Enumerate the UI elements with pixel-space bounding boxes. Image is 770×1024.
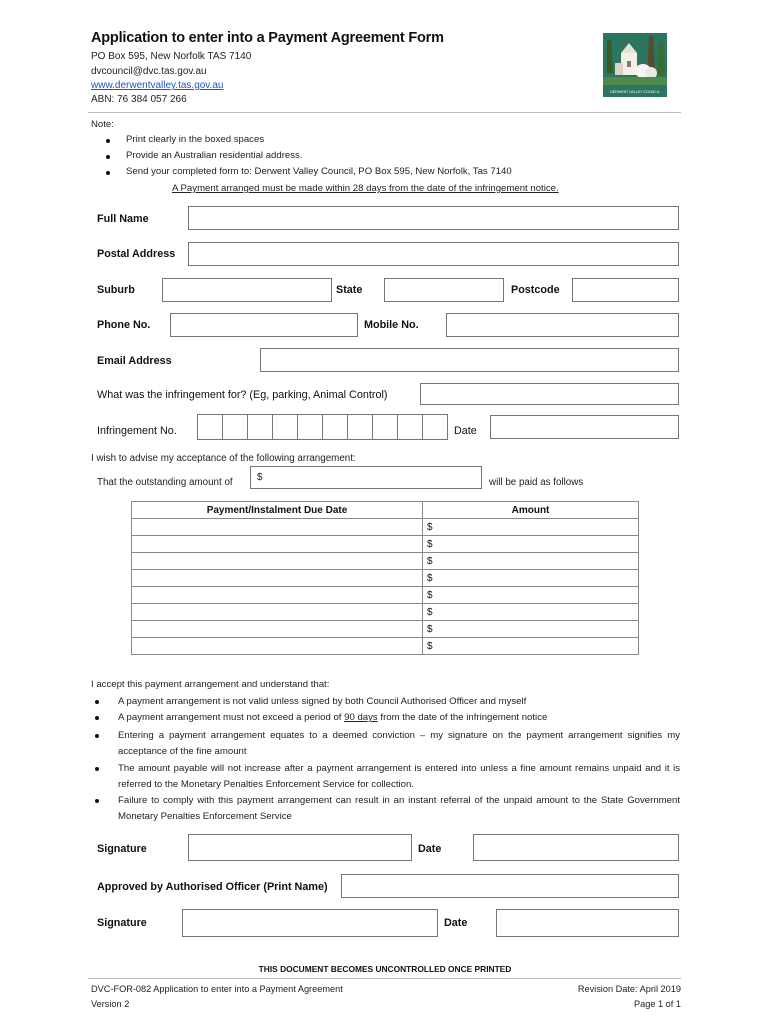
acceptance-item: The amount payable will not increase after a payment arrangement is entered into unless a fine amount remains unpaid and it is referred to the Monetary Penalties Enforcement Service for collection. bbox=[118, 763, 680, 790]
postal-address-field[interactable] bbox=[188, 242, 679, 266]
amount-cell[interactable]: $ bbox=[423, 570, 639, 587]
acceptance-item bbox=[118, 710, 680, 726]
bullet bbox=[95, 767, 99, 771]
approved-officer-field[interactable] bbox=[341, 874, 679, 898]
bullet bbox=[106, 139, 110, 143]
digit-box[interactable] bbox=[372, 414, 397, 440]
state-field[interactable] bbox=[384, 278, 504, 302]
table-row bbox=[132, 587, 639, 604]
due-date-cell[interactable] bbox=[132, 587, 423, 604]
amount-cell[interactable]: $ bbox=[423, 536, 639, 553]
form-title: Application to enter into a Payment Agreement Form bbox=[91, 30, 444, 46]
suburb-field[interactable] bbox=[162, 278, 332, 302]
amount-header: Amount bbox=[423, 502, 639, 519]
applicant-date-label: Date bbox=[418, 843, 442, 855]
amount-cell[interactable]: $ bbox=[423, 587, 639, 604]
digit-box[interactable] bbox=[222, 414, 247, 440]
email-field[interactable] bbox=[260, 348, 679, 372]
bullet bbox=[95, 734, 99, 738]
approved-officer-label: Approved by Authorised Officer (Print Name) bbox=[97, 881, 328, 893]
note-heading: Note: bbox=[91, 119, 114, 130]
full-name-label: Full Name bbox=[97, 213, 149, 225]
postcode-field[interactable] bbox=[572, 278, 679, 302]
page-number: Page 1 of 1 bbox=[634, 999, 681, 1009]
infringement-for-field[interactable] bbox=[420, 383, 679, 405]
council-address: PO Box 595, New Norfolk TAS 7140 bbox=[91, 51, 252, 62]
applicant-signature-label: Signature bbox=[97, 843, 147, 855]
suburb-label: Suburb bbox=[97, 284, 135, 296]
bullet bbox=[106, 171, 110, 175]
due-date-cell[interactable] bbox=[132, 553, 423, 570]
digit-box[interactable] bbox=[197, 414, 222, 440]
note-item: Send your completed form to: Derwent Valley Council, PO Box 595, New Norfolk, Tas 7140 bbox=[126, 166, 512, 177]
council-logo bbox=[603, 33, 667, 97]
officer-date-label: Date bbox=[444, 917, 468, 929]
note-item: Print clearly in the boxed spaces bbox=[126, 134, 265, 145]
bullet bbox=[95, 700, 99, 704]
header-divider bbox=[88, 112, 681, 113]
arrangement-intro: I wish to advise my acceptance of the following arrangement: bbox=[91, 453, 356, 464]
table-row bbox=[132, 621, 639, 638]
table-row bbox=[132, 638, 639, 655]
officer-date-field[interactable] bbox=[496, 909, 679, 937]
council-email[interactable]: dvcouncil@dvc.tas.gov.au bbox=[91, 66, 207, 77]
amount-cell[interactable]: $ bbox=[423, 604, 639, 621]
infringement-no-label: Infringement No. bbox=[97, 425, 177, 437]
infringement-no-boxes[interactable] bbox=[197, 414, 448, 440]
digit-box[interactable] bbox=[247, 414, 272, 440]
table-row bbox=[132, 604, 639, 621]
period-days: 90 days bbox=[344, 712, 378, 723]
digit-box[interactable] bbox=[297, 414, 322, 440]
infringement-date-label: Date bbox=[454, 425, 477, 437]
due-date-cell[interactable] bbox=[132, 638, 423, 655]
digit-box[interactable] bbox=[397, 414, 422, 440]
postcode-label: Postcode bbox=[511, 284, 560, 296]
bullet bbox=[95, 716, 99, 720]
acceptance-intro: I accept this payment arrangement and understand that: bbox=[91, 679, 330, 690]
payment-schedule-table bbox=[131, 501, 639, 655]
applicant-signature-field[interactable] bbox=[188, 834, 412, 861]
council-website-link[interactable]: www.derwentvalley.tas.gov.au bbox=[91, 80, 224, 91]
amount-cell[interactable]: $ bbox=[423, 621, 639, 638]
payment-deadline-note: A Payment arranged must be made within 28 days from the date of the infringement notice. bbox=[172, 183, 559, 194]
acceptance-item: Entering a payment arrangement equates to a deemed conviction – my signature on the payment arrangement signifies my acceptance of the fine amount bbox=[118, 730, 680, 757]
due-date-cell[interactable] bbox=[132, 570, 423, 587]
council-abn: ABN: 76 384 057 266 bbox=[91, 94, 187, 105]
period-suffix: from the date of the infringement notice bbox=[377, 712, 548, 723]
council-logo-graphic bbox=[603, 33, 667, 97]
uncontrolled-notice: THIS DOCUMENT BECOMES UNCONTROLLED ONCE PRINTED bbox=[258, 964, 512, 974]
mobile-field[interactable] bbox=[446, 313, 679, 337]
infringement-for-label: What was the infringement for? (Eg, parking, Animal Control) bbox=[97, 389, 388, 401]
note-item: Provide an Australian residential address. bbox=[126, 150, 303, 161]
digit-box[interactable] bbox=[422, 414, 448, 440]
period-prefix: A payment arrangement must not exceed a period of bbox=[118, 712, 345, 723]
revision-date: Revision Date: April 2019 bbox=[577, 984, 681, 994]
acceptance-item: A payment arrangement is not valid unless signed by both Council Authorised Officer and myself bbox=[118, 696, 527, 707]
officer-signature-field[interactable] bbox=[182, 909, 438, 937]
due-date-cell[interactable] bbox=[132, 621, 423, 638]
phone-field[interactable] bbox=[170, 313, 358, 337]
due-date-cell[interactable] bbox=[132, 536, 423, 553]
digit-box[interactable] bbox=[347, 414, 372, 440]
due-date-header: Payment/Instalment Due Date bbox=[132, 502, 423, 519]
digit-box[interactable] bbox=[272, 414, 297, 440]
email-label: Email Address bbox=[97, 355, 172, 367]
due-date-cell[interactable] bbox=[132, 604, 423, 621]
amount-cell[interactable]: $ bbox=[423, 553, 639, 570]
footer-divider bbox=[88, 978, 681, 979]
mobile-label: Mobile No. bbox=[364, 319, 419, 331]
postal-address-label: Postal Address bbox=[97, 248, 176, 260]
bullet bbox=[106, 155, 110, 159]
table-row bbox=[132, 570, 639, 587]
paid-as-follows-label: will be paid as follows bbox=[489, 477, 584, 488]
applicant-date-field[interactable] bbox=[473, 834, 679, 861]
full-name-field[interactable] bbox=[188, 206, 679, 230]
amount-cell[interactable]: $ bbox=[423, 519, 639, 536]
table-row bbox=[132, 519, 639, 536]
amount-cell[interactable]: $ bbox=[423, 638, 639, 655]
svg-text:DERWENT VALLEY COUNCIL: DERWENT VALLEY COUNCIL bbox=[610, 90, 660, 94]
outstanding-amount-field[interactable] bbox=[250, 466, 482, 489]
officer-signature-label: Signature bbox=[97, 917, 147, 929]
due-date-cell[interactable] bbox=[132, 519, 423, 536]
outstanding-amount-label: That the outstanding amount of bbox=[97, 477, 233, 488]
currency-symbol: $ bbox=[257, 472, 263, 483]
document-version: Version 2 bbox=[91, 999, 130, 1009]
table-row bbox=[132, 553, 639, 570]
acceptance-item: Failure to comply with this payment arrangement can result in an instant referral of the unpaid amount to the State Government Monetary Penalties Enforcement Service bbox=[118, 795, 680, 822]
phone-label: Phone No. bbox=[97, 319, 151, 331]
bullet bbox=[95, 799, 99, 803]
document-id: DVC-FOR-082 Application to enter into a Payment Agreement bbox=[91, 984, 343, 994]
state-label: State bbox=[336, 284, 363, 296]
table-row bbox=[132, 536, 639, 553]
digit-box[interactable] bbox=[322, 414, 347, 440]
table-header-row bbox=[132, 502, 639, 519]
infringement-date-field[interactable] bbox=[490, 415, 679, 439]
